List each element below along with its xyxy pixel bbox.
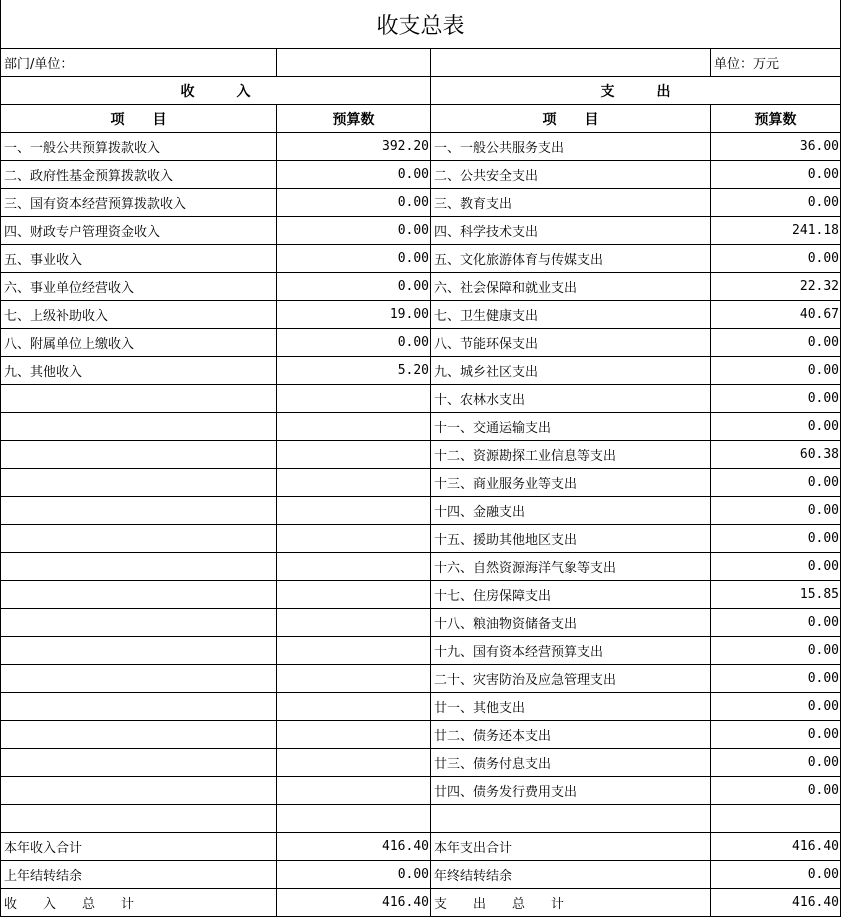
income-budget-cell: 5.20 bbox=[277, 357, 431, 385]
expense-budget-cell: 0.00 bbox=[711, 357, 841, 385]
table-row bbox=[1, 693, 841, 721]
expense-budget-cell: 0.00 bbox=[711, 665, 841, 693]
income-item-cell bbox=[1, 749, 277, 777]
income-item-cell bbox=[1, 777, 277, 805]
expense-budget-cell bbox=[711, 805, 841, 833]
income-budget-cell bbox=[277, 777, 431, 805]
expense-item-cell: 四、科学技术支出 bbox=[431, 217, 711, 245]
income-item-cell bbox=[1, 553, 277, 581]
income-budget-cell bbox=[277, 805, 431, 833]
expense-item-cell: 十四、金融支出 bbox=[431, 497, 711, 525]
unit-label: 单位：万元 bbox=[711, 49, 841, 77]
expense-budget-cell: 416.40 bbox=[711, 833, 841, 861]
table-row bbox=[1, 889, 841, 917]
income-item-header: 项 目 bbox=[1, 105, 277, 133]
expense-budget-cell: 0.00 bbox=[711, 637, 841, 665]
expense-budget-cell: 0.00 bbox=[711, 189, 841, 217]
income-budget-cell: 0.00 bbox=[277, 161, 431, 189]
income-item-cell: 四、财政专户管理资金收入 bbox=[1, 217, 277, 245]
income-item-cell: 二、政府性基金预算拨款收入 bbox=[1, 161, 277, 189]
table-row bbox=[1, 161, 841, 189]
income-item-cell bbox=[1, 469, 277, 497]
income-item-cell: 九、其他收入 bbox=[1, 357, 277, 385]
expense-budget-cell: 40.67 bbox=[711, 301, 841, 329]
meta-blank bbox=[431, 49, 711, 77]
table-row bbox=[1, 581, 841, 609]
expense-item-cell: 五、文化旅游体育与传媒支出 bbox=[431, 245, 711, 273]
expense-budget-cell: 15.85 bbox=[711, 581, 841, 609]
income-budget-cell: 0.00 bbox=[277, 861, 431, 889]
expense-budget-cell: 0.00 bbox=[711, 777, 841, 805]
income-item-cell bbox=[1, 609, 277, 637]
expense-item-cell: 十六、自然资源海洋气象等支出 bbox=[431, 553, 711, 581]
income-item-cell: 七、上级补助收入 bbox=[1, 301, 277, 329]
table-row bbox=[1, 469, 841, 497]
expense-item-cell: 年终结转结余 bbox=[431, 861, 711, 889]
expense-budget-cell: 0.00 bbox=[711, 861, 841, 889]
dept-value bbox=[277, 49, 431, 77]
expense-budget-cell: 416.40 bbox=[711, 889, 841, 917]
income-item-cell: 本年收入合计 bbox=[1, 833, 277, 861]
expense-item-cell: 廿四、债务发行费用支出 bbox=[431, 777, 711, 805]
expense-budget-cell: 0.00 bbox=[711, 693, 841, 721]
expense-item-cell: 六、社会保障和就业支出 bbox=[431, 273, 711, 301]
dept-label: 部门/单位： bbox=[1, 49, 277, 77]
expense-budget-cell: 0.00 bbox=[711, 413, 841, 441]
expense-budget-cell: 0.00 bbox=[711, 469, 841, 497]
income-item-cell bbox=[1, 721, 277, 749]
income-budget-cell bbox=[277, 721, 431, 749]
income-item-cell: 五、事业收入 bbox=[1, 245, 277, 273]
income-item-cell: 八、附属单位上缴收入 bbox=[1, 329, 277, 357]
expense-item-cell: 十、农林水支出 bbox=[431, 385, 711, 413]
expense-item-cell: 九、城乡社区支出 bbox=[431, 357, 711, 385]
table-row bbox=[1, 609, 841, 637]
expense-budget-cell: 0.00 bbox=[711, 609, 841, 637]
table-row bbox=[1, 497, 841, 525]
expense-item-cell: 十二、资源勘探工业信息等支出 bbox=[431, 441, 711, 469]
income-item-cell: 上年结转结余 bbox=[1, 861, 277, 889]
table-row bbox=[1, 665, 841, 693]
expense-budget-cell: 36.00 bbox=[711, 133, 841, 161]
income-budget-cell bbox=[277, 665, 431, 693]
table-row bbox=[1, 329, 841, 357]
table-row bbox=[1, 721, 841, 749]
income-budget-cell: 392.20 bbox=[277, 133, 431, 161]
income-item-cell: 六、事业单位经营收入 bbox=[1, 273, 277, 301]
income-budget-cell: 0.00 bbox=[277, 217, 431, 245]
expense-budget-cell: 0.00 bbox=[711, 385, 841, 413]
table-row bbox=[1, 273, 841, 301]
expense-item-cell: 本年支出合计 bbox=[431, 833, 711, 861]
income-item-cell bbox=[1, 497, 277, 525]
income-budget-cell bbox=[277, 609, 431, 637]
table-title: 收支总表 bbox=[1, 0, 841, 49]
expense-budget-cell: 0.00 bbox=[711, 161, 841, 189]
expense-budget-cell: 0.00 bbox=[711, 497, 841, 525]
table-row bbox=[1, 385, 841, 413]
table-row bbox=[1, 805, 841, 833]
expense-budget-cell: 0.00 bbox=[711, 245, 841, 273]
expense-item-cell: 十三、商业服务业等支出 bbox=[431, 469, 711, 497]
income-item-cell: 收 入 总 计 bbox=[1, 889, 277, 917]
table-row bbox=[1, 245, 841, 273]
income-budget-cell: 0.00 bbox=[277, 273, 431, 301]
expense-budget-cell: 22.32 bbox=[711, 273, 841, 301]
expense-item-cell: 三、教育支出 bbox=[431, 189, 711, 217]
table-row bbox=[1, 413, 841, 441]
income-budget-cell bbox=[277, 749, 431, 777]
income-budget-cell: 19.00 bbox=[277, 301, 431, 329]
income-budget-cell: 0.00 bbox=[277, 329, 431, 357]
expense-item-cell: 廿三、债务付息支出 bbox=[431, 749, 711, 777]
expense-item-cell: 廿二、债务还本支出 bbox=[431, 721, 711, 749]
income-item-cell bbox=[1, 441, 277, 469]
income-budget-cell: 0.00 bbox=[277, 189, 431, 217]
expense-item-cell: 支 出 总 计 bbox=[431, 889, 711, 917]
expense-budget-header: 预算数 bbox=[711, 105, 841, 133]
table-row bbox=[1, 441, 841, 469]
income-budget-cell bbox=[277, 581, 431, 609]
table-row bbox=[1, 749, 841, 777]
expense-budget-cell: 0.00 bbox=[711, 749, 841, 777]
income-budget-cell: 416.40 bbox=[277, 833, 431, 861]
income-item-cell: 三、国有资本经营预算拨款收入 bbox=[1, 189, 277, 217]
expense-item-cell: 廿一、其他支出 bbox=[431, 693, 711, 721]
table-row bbox=[1, 189, 841, 217]
expense-header: 支 出 bbox=[431, 77, 841, 105]
income-item-cell bbox=[1, 581, 277, 609]
income-item-cell bbox=[1, 385, 277, 413]
section-header-row bbox=[1, 77, 841, 105]
income-budget-cell bbox=[277, 553, 431, 581]
income-item-cell: 一、一般公共预算拨款收入 bbox=[1, 133, 277, 161]
income-item-cell bbox=[1, 693, 277, 721]
expense-item-cell: 一、一般公共服务支出 bbox=[431, 133, 711, 161]
income-header: 收 入 bbox=[1, 77, 431, 105]
table-row bbox=[1, 861, 841, 889]
expense-budget-cell: 241.18 bbox=[711, 217, 841, 245]
income-item-cell bbox=[1, 665, 277, 693]
income-budget-cell bbox=[277, 637, 431, 665]
expense-budget-cell: 0.00 bbox=[711, 329, 841, 357]
expense-item-cell: 十九、国有资本经营预算支出 bbox=[431, 637, 711, 665]
table-row bbox=[1, 553, 841, 581]
table-row bbox=[1, 525, 841, 553]
income-budget-cell bbox=[277, 525, 431, 553]
income-budget-cell: 416.40 bbox=[277, 889, 431, 917]
expense-item-header: 项 目 bbox=[431, 105, 711, 133]
expense-item-cell: 二十、灾害防治及应急管理支出 bbox=[431, 665, 711, 693]
expense-item-cell: 十一、交通运输支出 bbox=[431, 413, 711, 441]
table-row bbox=[1, 833, 841, 861]
column-header-row bbox=[1, 105, 841, 133]
income-budget-cell bbox=[277, 385, 431, 413]
income-budget-header: 预算数 bbox=[277, 105, 431, 133]
expense-item-cell: 十五、援助其他地区支出 bbox=[431, 525, 711, 553]
table-row bbox=[1, 637, 841, 665]
table-row bbox=[1, 217, 841, 245]
expense-budget-cell: 60.38 bbox=[711, 441, 841, 469]
income-budget-cell bbox=[277, 497, 431, 525]
expense-item-cell: 七、卫生健康支出 bbox=[431, 301, 711, 329]
income-item-cell bbox=[1, 525, 277, 553]
income-budget-cell bbox=[277, 469, 431, 497]
income-budget-cell bbox=[277, 441, 431, 469]
income-budget-cell bbox=[277, 413, 431, 441]
expense-item-cell: 十七、住房保障支出 bbox=[431, 581, 711, 609]
expense-budget-cell: 0.00 bbox=[711, 721, 841, 749]
expense-item-cell: 八、节能环保支出 bbox=[431, 329, 711, 357]
income-budget-cell: 0.00 bbox=[277, 245, 431, 273]
income-item-cell bbox=[1, 805, 277, 833]
title-row bbox=[1, 0, 841, 49]
income-item-cell bbox=[1, 637, 277, 665]
income-budget-cell bbox=[277, 693, 431, 721]
income-item-cell bbox=[1, 413, 277, 441]
expense-budget-cell: 0.00 bbox=[711, 525, 841, 553]
expense-item-cell: 十八、粮油物资储备支出 bbox=[431, 609, 711, 637]
table-row bbox=[1, 133, 841, 161]
table-row bbox=[1, 301, 841, 329]
meta-row bbox=[1, 49, 841, 77]
table-row bbox=[1, 777, 841, 805]
expense-item-cell bbox=[431, 805, 711, 833]
table-row bbox=[1, 357, 841, 385]
expense-item-cell: 二、公共安全支出 bbox=[431, 161, 711, 189]
expense-budget-cell: 0.00 bbox=[711, 553, 841, 581]
